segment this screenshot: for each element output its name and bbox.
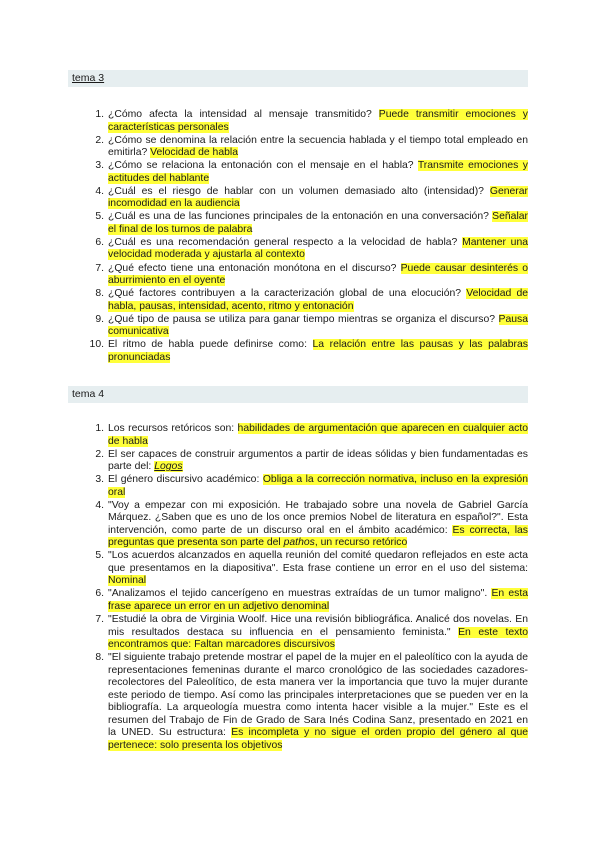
highlighted-answer: Pausa comunicativa bbox=[108, 313, 529, 338]
question-text: ¿Cómo se relaciona la entonación con el mensaje en el habla? bbox=[108, 160, 414, 172]
section-header-tema-4 bbox=[68, 386, 528, 403]
question-text: "Analizamos el tejido cancerígeno en muestras extraídas de un tumor maligno". bbox=[108, 588, 488, 600]
highlighted-answer: Transmite emociones y actitudes del hablante bbox=[108, 160, 528, 184]
question-text: ¿Qué tipo de pausa se utiliza para ganar tiempo mientras se organiza el discurso? bbox=[108, 313, 496, 325]
list-item: 2. El ser capaces de construir argumentos a partir de ideas sólidas y bien fundamentadas es parte del: Logos bbox=[95, 448, 528, 473]
highlighted-answer: Velocidad de habla bbox=[150, 147, 238, 159]
list-item: 2. ¿Cómo se denomina la relación entre la secuencia hablada y el tiempo total empleado en emitirla? Velocidad de habla bbox=[95, 134, 528, 159]
list-item: 7. "Estudié la obra de Virginia Woolf. Hice una revisión bibliográfica. Analicé dos novelas. En mis resultados destaca su influencia en el pensamiento feminista." En este texto encontramos que: Faltan marcadores discursivos bbox=[95, 614, 528, 651]
highlighted-answer: Mantener una velocidad moderada y ajustarla al contexto bbox=[108, 236, 529, 261]
question-list-tema-4 bbox=[95, 423, 529, 753]
highlighted-answer: habilidades de argumentación que aparecen en cualquier acto de habla bbox=[108, 423, 528, 447]
question-text: "El siguiente trabajo pretende mostrar el papel de la mujer en el paleolítico con la ayuda de representaciones femeninas durante el marco cronológico de las sociedades cazadores-recolectores del Paleolítico, de esta manera ver la importancia que tuvo la mujer durante este periodo de tiempo. Así como las principales interpretaciones que se pueden ver en la bibliografía. La arqueología muestra como intenta hacer visible a la mujer." Este es el resumen del Trabajo de Fin de Grado de Sara Inés Codina Sanz, presentado en 2021 en la UNED. Su estructura: bbox=[108, 652, 528, 739]
list-item: 3. El género discursivo académico: Obliga a la corrección normativa, incluso en la expresión oral bbox=[95, 474, 528, 498]
list-item: 9. ¿Qué tipo de pausa se utiliza para ganar tiempo mientras se organiza el discurso? Pausa comunicativa bbox=[95, 313, 529, 338]
list-item: 6. ¿Cuál es una recomendación general respecto a la velocidad de habla? Mantener una velocidad moderada y ajustarla al contexto bbox=[95, 236, 529, 261]
list-item: 5. ¿Cuál es una de las funciones principales de la entonación en una conversación? Señalar el final de los turnos de palabra bbox=[95, 211, 528, 235]
list-item: 3. ¿Cómo se relaciona la entonación con el mensaje en el habla? Transmite emociones y actitudes del hablante bbox=[95, 160, 528, 184]
question-text: El género discursivo académico: bbox=[108, 474, 260, 486]
highlighted-answer: Logos bbox=[154, 461, 183, 473]
list-item: 7. ¿Qué efecto tiene una entonación monótona en el discurso? Puede causar desinterés o aburrimiento en el oyente bbox=[95, 262, 528, 287]
highlighted-answer: En este texto encontramos que: Faltan marcadores discursivos bbox=[108, 626, 528, 651]
question-text: "Voy a empezar con mi exposición. He trabajado sobre una novela de Gabriel García Márquez. ¿Saben que es uno de los once premios Nobel de literatura en español?". Esta intervención, como parte de un discurso oral en el ámbito académico: bbox=[108, 499, 528, 536]
highlighted-answer: La relación entre las pausas y las palabras pronunciadas bbox=[108, 339, 528, 363]
question-text: ¿Cómo afecta la intensidad al mensaje transmitido? bbox=[108, 109, 372, 120]
question-list-tema-3 bbox=[89, 109, 529, 365]
list-item: 8. ¿Qué factores contribuyen a la caracterización global de una elocución? Velocidad de habla, pausas, intensidad, acento, ritmo y entonación bbox=[95, 288, 529, 312]
list-item: 4. ¿Cuál es el riesgo de hablar con un volumen demasiado alto (intensidad)? Generar incomodidad en la audiencia bbox=[95, 185, 529, 210]
question-text: El ritmo de habla puede definirse como: bbox=[108, 339, 307, 351]
highlighted-answer: Puede transmitir emociones y características personales bbox=[108, 109, 529, 133]
question-text: ¿Qué factores contribuyen a la caracterización global de una elocución? bbox=[108, 288, 462, 300]
question-text: El ser capaces de construir argumentos a partir de ideas sólidas y bien fundamentadas es parte del: bbox=[108, 448, 528, 473]
highlighted-answer: Es correcta, las preguntas que presenta son parte del pathos, un recurso retórico bbox=[108, 524, 528, 549]
list-item: 5. "Los acuerdos alcanzados en aquella reunión del comité quedaron reflejados en este acta que presentamos en la diapositiva". Esta frase contiene un error en el uso del sistema: Nominal bbox=[95, 550, 528, 587]
question-text: ¿Cuál es una de las funciones principales de la entonación en una conversación? bbox=[108, 211, 489, 223]
section-title: tema 3 bbox=[72, 72, 105, 84]
question-text: "Los acuerdos alcanzados en aquella reunión del comité quedaron reflejados en este acta que presentamos en la diapositiva". Esta frase contiene un error en el uso del sistema: bbox=[108, 550, 528, 574]
section-header-tema-3 bbox=[68, 70, 528, 87]
highlighted-answer: Velocidad de habla, pausas, intensidad, acento, ritmo y entonación bbox=[108, 288, 529, 312]
list-item: 1. ¿Cómo afecta la intensidad al mensaje transmitido? Puede transmitir emociones y características personales bbox=[95, 109, 529, 133]
highlighted-answer: Generar incomodidad en la audiencia bbox=[108, 185, 529, 210]
list-item: 8. "El siguiente trabajo pretende mostrar el papel de la mujer en el paleolítico con la ayuda de representaciones femeninas durante el marco cronológico de las sociedades cazadores-recolectores del Paleolítico, de esta manera ver la importancia que tuvo la mujer durante este periodo de tiempo. Así como las principales interpretaciones que se pueden ver en la bibliografía. La arqueología muestra como intenta hacer visible a la mujer." Este es el resumen del Trabajo de Fin de Grado de Sara Inés Codina Sanz, presentado en 2021 en la UNED. Su estructura: Es incompleta y no sigue el orden propio del género al que pertenece: solo presenta los objetivos bbox=[95, 652, 528, 751]
question-text: ¿Cuál es una recomendación general respecto a la velocidad de habla? bbox=[108, 236, 458, 248]
question-text: ¿Qué efecto tiene una entonación monótona en el discurso? bbox=[108, 262, 397, 274]
highlighted-answer: Es incompleta y no sigue el orden propio del género al que pertenece: solo presenta los objetivos bbox=[108, 727, 528, 751]
highlighted-answer: Puede causar desinterés o aburrimiento en el oyente bbox=[108, 262, 528, 287]
highlighted-answer: Nominal bbox=[108, 575, 147, 587]
list-item: 6. "Analizamos el tejido cancerígeno en muestras extraídas de un tumor maligno". En esta frase aparece un error en un adjetivo denominal bbox=[95, 588, 529, 612]
list-item: 1. Los recursos retóricos son: habilidades de argumentación que aparecen en cualquier acto de habla bbox=[95, 423, 528, 447]
highlighted-answer: Señalar el final de los turnos de palabra bbox=[108, 211, 528, 235]
question-text: ¿Cuál es el riesgo de hablar con un volumen demasiado alto (intensidad)? bbox=[108, 185, 484, 197]
highlighted-answer: En esta frase aparece un error en un adjetivo denominal bbox=[108, 588, 529, 612]
question-text: "Estudié la obra de Virginia Woolf. Hice una revisión bibliográfica. Analicé dos novelas. En mis resultados destaca su influencia en el pensamiento feminista." bbox=[108, 614, 528, 638]
question-text: ¿Cómo se denomina la relación entre la secuencia hablada y el tiempo total empleado en emitirla? bbox=[108, 134, 528, 159]
question-text: Los recursos retóricos son: bbox=[108, 423, 235, 434]
highlighted-answer: Obliga a la corrección normativa, incluso en la expresión oral bbox=[108, 474, 528, 498]
list-item: 4. "Voy a empezar con mi exposición. He trabajado sobre una novela de Gabriel García Márquez. ¿Saben que es uno de los once premios Nobel de literatura en español?". Esta intervención, como parte de un discurso oral en el ámbito académico: Es correcta, las preguntas que presenta son parte del pathos, un recurso retórico bbox=[95, 499, 528, 549]
section-title: tema 4 bbox=[72, 388, 105, 400]
list-item: 10. El ritmo de habla puede definirse como: La relación entre las pausas y las palabras pronunciadas bbox=[89, 339, 528, 363]
